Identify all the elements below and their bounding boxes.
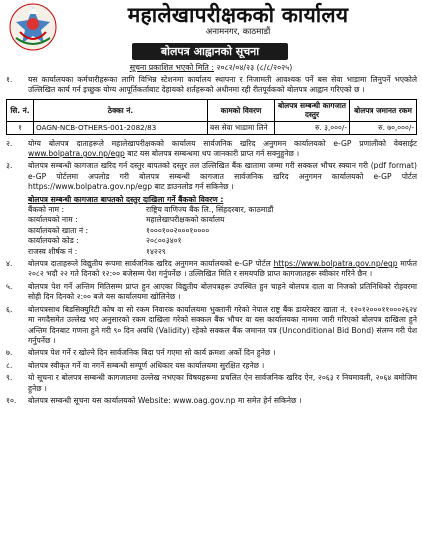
bank-section-title: बोलपत्र सम्बन्धी कागजात बापतको दस्तुर दाखिला गर्ने बैंकको विवरण : [28, 194, 224, 204]
list-item [6, 361, 417, 371]
bank-value: १०००१००२०००१०००० [146, 225, 210, 235]
item-text: बोलपत्र स्वीकृत गर्ने वा नगर्ने सम्बन्धी सम्पूर्ण अधिकार यस कार्यालयमा सुरक्षित रहनेछ । [28, 360, 265, 370]
bank-label: बैंकको नाम : [28, 205, 65, 215]
text-segment: बाट यस बोलपत्र सम्बन्धमा थप जानकारी प्राप्त गर्न सक्नुहुनेछ । [124, 149, 300, 158]
list-item [6, 373, 417, 394]
item-number: १०. [6, 395, 17, 405]
published-date: २०८२/०४/२३ (८/८/२०२५) [216, 63, 293, 72]
bank-row [28, 205, 417, 215]
col-header-document-fee: बोलपत्र सम्बन्धी कागजात दस्तुर [275, 99, 350, 121]
published-date-line [0, 63, 422, 73]
table-header-row [7, 99, 417, 121]
item-text [28, 139, 417, 160]
cell-document-fee: रु. ३,०००/- [275, 122, 350, 135]
cell-contract-no: OAGN-NCB-OTHERS-001-2082/83 [34, 122, 208, 135]
bank-label: राजस्व शीर्षक नं : [28, 246, 78, 256]
egp-link[interactable]: www.bolpatra.gov.np/egp [28, 149, 125, 158]
item-number: १. [6, 75, 13, 84]
item-text: बोलपत्र पेश गर्ने र खोल्ने दिन सार्वजनिक बिदा पर्न गएमा सो कार्य क्रमशः अर्को दिन हुनेछ । [28, 348, 276, 358]
bank-row [28, 226, 417, 236]
cell-bid-security: रु. ७०,०००/- [350, 122, 417, 135]
col-header-contract-no: ठेक्का नं. [34, 99, 208, 121]
bank-row [28, 236, 417, 246]
item-text: बोलपत्रसाथ बिडसिक्युरिटी कोष वा सो रकम निवारक कार्यालयमा भुक्तानी गरेको नेपाल राष्ट्र बैंक डायरेक्टर खाता नं. १२०१२०००११०००२६२४ मा नगदैसमेत उल्लेख भए अनुसारको रकम दाखिला गरेको सक्कल बैंक भौचर वा यस कार्यालयका नाममा जारी गरिएको बोलपत्र दाखिला हुने अन्तिम दिनबाट गणना हुने गरी ९० दिन अवधि (Validity) रहेको सक्कल बैंक जमानत पत्र (Unconditional Bid Bond) संलग्न गरी पेश गर्नुपर्नेछ । [28, 304, 417, 345]
egp-link[interactable]: https://www.bolpatra.gov.np/egp [273, 259, 398, 269]
list-item [6, 282, 417, 303]
item-text: बोलपत्र सम्बन्धी सूचना यस कार्यालयको Website: www.oag.gov.np मा समेत हेर्न सकिनेछ । [28, 395, 302, 405]
bank-label: कार्यालयको नाम : [28, 215, 78, 225]
item-text: बोलपत्र पेश गर्ने अन्तिम मितिसम्म प्राप्त हुन आएका विद्युतीय बोलपत्रहरू उपस्थित हुन चाहने बोलपत्र दाता वा निजको प्रतिनिधिको रोहवरमा सोही दिन दिनको २:०० बजे यस कार्यालयमा खोलिनेछ । [28, 281, 417, 302]
tender-table [6, 99, 417, 135]
bank-value: महालेखापरीक्षकको कार्यालय [146, 215, 225, 225]
published-label: सूचना प्रकाशित भएको मिति : [129, 63, 214, 72]
list-item [6, 348, 417, 358]
cell-sn: १ [7, 122, 34, 135]
col-header-sn: सि. नं. [7, 99, 34, 121]
list-item [6, 305, 417, 347]
col-header-work-description: कामको विवरण [208, 99, 275, 121]
item-text [28, 259, 417, 280]
bank-row [28, 247, 417, 257]
nepal-government-emblem-icon [8, 2, 58, 52]
office-title: महालेखापरीक्षकको कार्यालय [127, 2, 349, 27]
item-text: बोलपत्र सम्बन्धी कागजात खरिद गर्न दस्तुर बापतको दस्तुर तल उल्लिखित बैंक खातामा जम्मा गरी सक्कल भौचर स्क्यान गरी (pdf format) e-GP पोर्टलमा अपलोड गरी बोलपत्र सम्बन्धी कागजात सार्वजनिक खरिद अनुगमन कार्यालयको e-GP पोर्टल https://www.bolpatra.gov.np/egp बाट डाउनलोड गर्न सकिनेछ । [28, 161, 417, 192]
bank-value: १४२२९ [146, 246, 166, 256]
item-number: ७. [6, 348, 13, 358]
bank-row [28, 215, 417, 225]
item-number: ३. [6, 161, 13, 171]
list-item [6, 75, 417, 96]
header [60, 3, 416, 38]
bank-label: कार्यालयको खाता नं : [28, 225, 89, 235]
item-text: यो सूचना र बोलपत्र सम्बन्धी कागजातमा उल्लेख नभएका विषयहरूमा प्रचलित ऐन सार्वजनिक खरिद ऐन, २०६३ र नियमावली, २०६४ बमोजिम हुनेछ । [28, 373, 417, 393]
bank-value: २०८००३४०१ [146, 236, 182, 246]
text-segment: बोलपत्र दाताहरूले विद्युतीय रूपमा सार्वजनिक खरिद अनुगमन कार्यालयको e-GP पोर्टल [28, 259, 274, 269]
office-address: अनामनगर, काठमाडौं [205, 27, 271, 37]
item-number: ८. [6, 360, 13, 370]
list-item [6, 259, 417, 280]
bank-label: कार्यालयको कोड : [28, 236, 79, 246]
item-number: २. [6, 138, 13, 148]
cell-work-description: बस सेवा भाडामा लिने [208, 122, 275, 135]
item-number: ४. [6, 259, 13, 269]
item-text: यस कार्यालयका कर्मचारीहरूका लागि विभिन्न स्टेशनमा कार्यालय स्थापना र निजामती आवश्यक पर्ने बस सेवा भाडामा लिनुपर्ने भएकोले उल्लिखित कार्य गर्न इच्छुक योग्य आपूर्तिकर्ताबाट देहायको शर्तहरूको अधीनमा रही रीतपूर्वकको बोलपत्र आह्वान गरिएको छ । [28, 75, 417, 95]
item-number: ६. [6, 304, 13, 314]
list-item [6, 396, 417, 406]
text-segment: योग्य बोलपत्र दाताहरूले महालेखापरीक्षकको कार्यालय सार्वजनिक खरिद अनुगमन कार्यालयको e-GP प्रणालीको वेबसाईट [28, 138, 417, 148]
item-number: ९. [6, 373, 13, 383]
table-row [7, 122, 417, 135]
text-segment: मार्फत २०८२ भदौ २२ गते दिनको १२:०० बजेसम्म पेश गर्नुपर्नेछ । उल्लिखित मिति र समयपछि प्राप्त कागजातहरू स्वीकार गरिने छैन । [28, 259, 417, 279]
item-number: ५. [6, 281, 13, 291]
notice-body [6, 75, 417, 408]
col-header-bid-security: बोलपत्र जमानत रकम [350, 99, 417, 121]
list-item [6, 139, 417, 160]
notice-title-banner: बोलपत्र आह्वानको सूचना [132, 43, 288, 60]
bank-value: राष्ट्रिय वाणिज्य बैंक लि., सिंहदरबार, काठमाडौं [146, 205, 274, 215]
list-item [6, 161, 417, 192]
